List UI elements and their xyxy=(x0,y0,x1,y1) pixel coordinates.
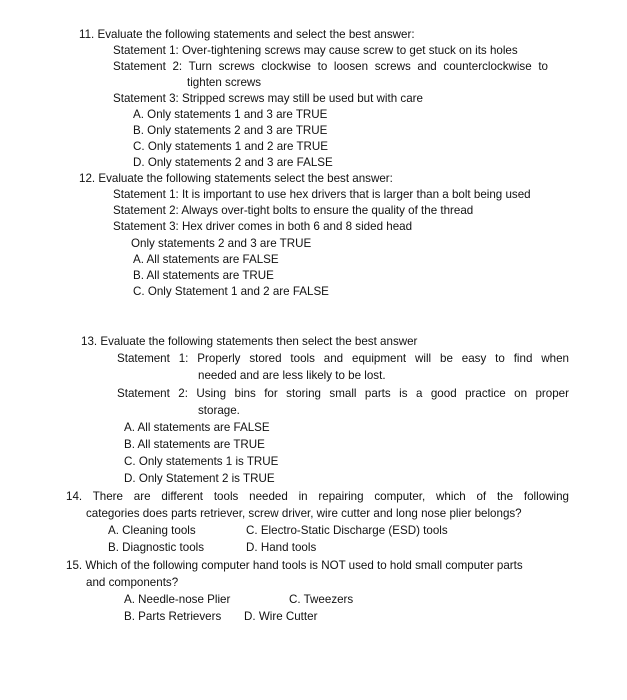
q13-statement-2: Statement 2: Using bins for storing small parts is a good practice on proper xyxy=(117,387,569,400)
q11-option-b: B. Only statements 2 and 3 are TRUE xyxy=(133,124,328,137)
q11-statement-3: Statement 3: Stripped screws may still be used but with care xyxy=(113,92,423,105)
q11-option-a: A. Only statements 1 and 3 are TRUE xyxy=(133,108,328,121)
q13-statement-1-cont: needed and are less likely to be lost. xyxy=(198,369,386,382)
q11-stem: 11. Evaluate the following statements and select the best answer: xyxy=(79,28,415,41)
q13-stem: 13. Evaluate the following statements then select the best answer xyxy=(81,335,418,348)
q15-option-b: B. Parts Retrievers xyxy=(124,610,222,623)
q15-option-d: D. Wire Cutter xyxy=(244,610,318,623)
q13-option-c: C. Only statements 1 is TRUE xyxy=(124,455,279,468)
q13-option-a: A. All statements are FALSE xyxy=(124,421,270,434)
q11-statement-2-cont: tighten screws xyxy=(187,76,262,89)
q11-option-c: C. Only statements 1 and 2 are TRUE xyxy=(133,140,329,153)
q13-statement-1: Statement 1: Properly stored tools and equipment will be easy to find when xyxy=(117,352,569,365)
q12-statement-1: Statement 1: It is important to use hex drivers that is larger than a bolt being used xyxy=(113,188,531,201)
q12-option-a: A. All statements are FALSE xyxy=(133,253,279,266)
q14-stem-cont: categories does parts retriever, screw driver, wire cutter and long nose plier belongs? xyxy=(86,507,522,520)
q15-stem: 15. Which of the following computer hand tools is NOT used to hold small computer parts xyxy=(66,559,523,572)
q13-option-d: D. Only Statement 2 is TRUE xyxy=(124,472,275,485)
q11-statement-1: Statement 1: Over-tightening screws may cause screw to get stuck on its holes xyxy=(113,44,518,57)
q15-option-a: A. Needle-nose Plier xyxy=(124,593,231,606)
q14-option-d: D. Hand tools xyxy=(246,541,317,554)
q12-option-c: C. Only Statement 1 and 2 are FALSE xyxy=(133,285,329,298)
q14-stem: 14. There are different tools needed in repairing computer, which of the following xyxy=(66,490,569,503)
q12-statement-3: Statement 3: Hex driver comes in both 6 and 8 sided head xyxy=(113,220,413,233)
q14-option-b: B. Diagnostic tools xyxy=(108,541,205,554)
q13-statement-2-cont: storage. xyxy=(198,404,240,417)
q12-extra-line: Only statements 2 and 3 are TRUE xyxy=(131,237,312,250)
q14-option-c: C. Electro-Static Discharge (ESD) tools xyxy=(246,524,448,537)
q13-option-b: B. All statements are TRUE xyxy=(124,438,265,451)
q12-statement-2: Statement 2: Always over-tight bolts to ensure the quality of the thread xyxy=(113,204,474,217)
q14-option-a: A. Cleaning tools xyxy=(108,524,196,537)
q15-option-c: C. Tweezers xyxy=(289,593,354,606)
q12-option-b: B. All statements are TRUE xyxy=(133,269,274,282)
q11-statement-2: Statement 2: Turn screws clockwise to loosen screws and counterclockwise to xyxy=(113,60,548,73)
q15-stem-cont: and components? xyxy=(86,576,179,589)
q12-stem: 12. Evaluate the following statements select the best answer: xyxy=(79,172,393,185)
q11-option-d: D. Only statements 2 and 3 are FALSE xyxy=(133,156,333,169)
